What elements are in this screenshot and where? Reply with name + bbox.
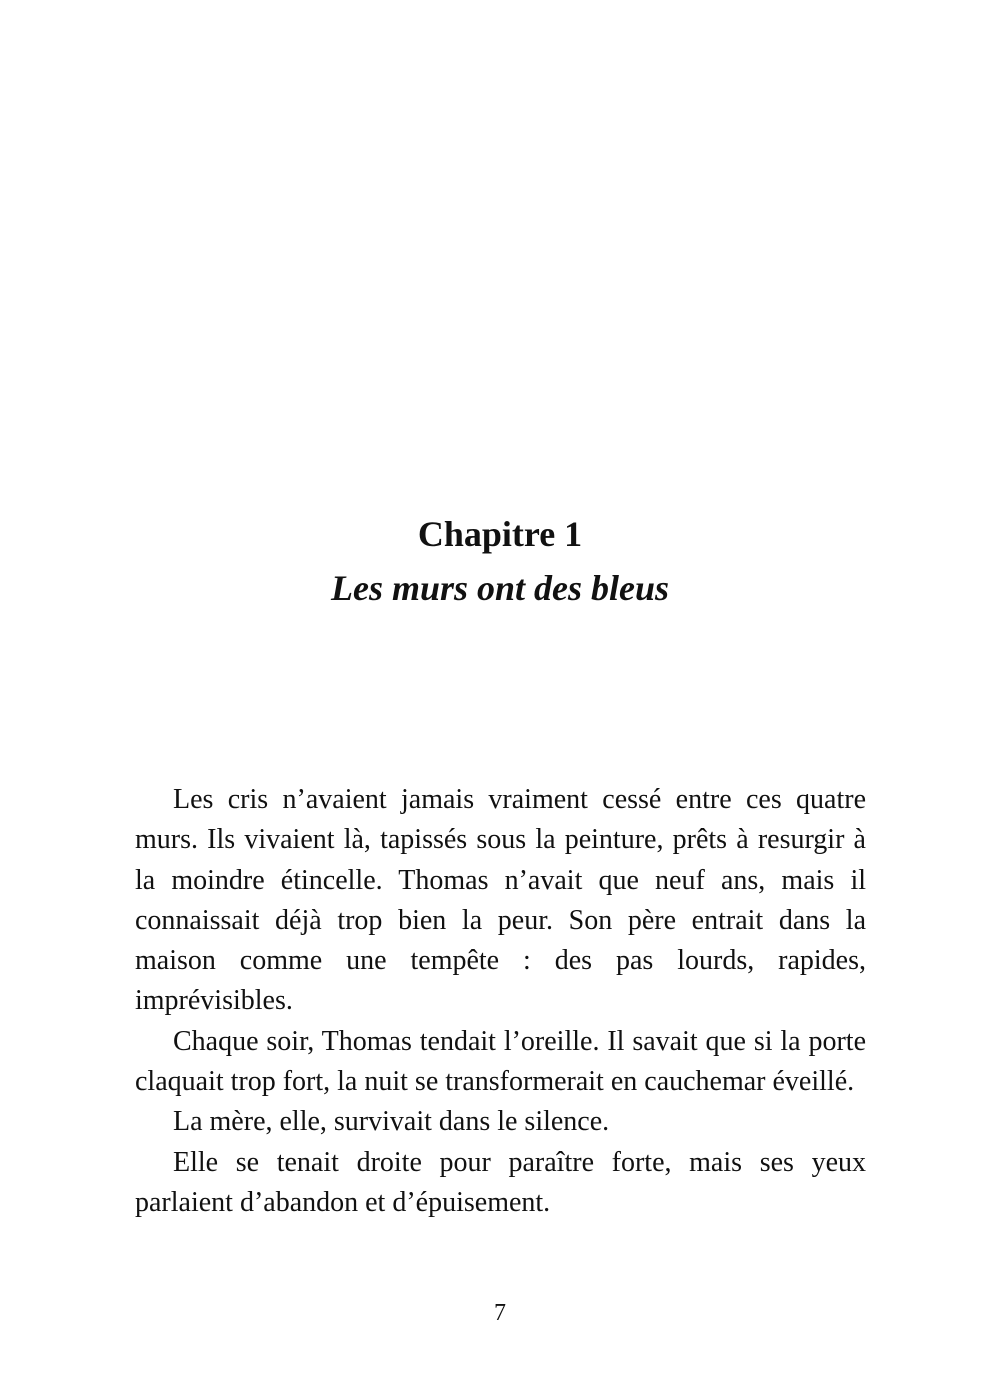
paragraph: La mère, elle, survivait dans le silence. <box>173 1106 610 1138</box>
paragraph: Elle se tenait droite pour paraître forte, mais ses yeux parlaient d’abandon et d’épuisement. <box>135 1146 866 1218</box>
chapter-subtitle: Les murs ont des bleus <box>330 568 670 608</box>
paragraph: Chaque soir, Thomas tendait l’oreille. Il savait que si la porte claquait trop fort, la nuit se transformerait en cauchemar éveillé. <box>135 1025 866 1098</box>
chapter-title: Chapitre 1 <box>417 514 583 554</box>
paragraph: Les cris n’avaient jamais vraiment cessé entre ces quatre murs. Ils vivaient là, tapissés sous la peinture, prêts à resurgir à la moindre étincelle. Thomas n’avait que neuf ans, mais il connaissait déjà trop bien la peur. Son père entrait dans la maison comme une tempête : des pas lourds, rapides, imprévisibles. <box>135 784 866 1017</box>
page-number: 7 <box>494 1300 506 1326</box>
body-text <box>135 780 866 1223</box>
chapter-heading <box>0 510 1000 612</box>
